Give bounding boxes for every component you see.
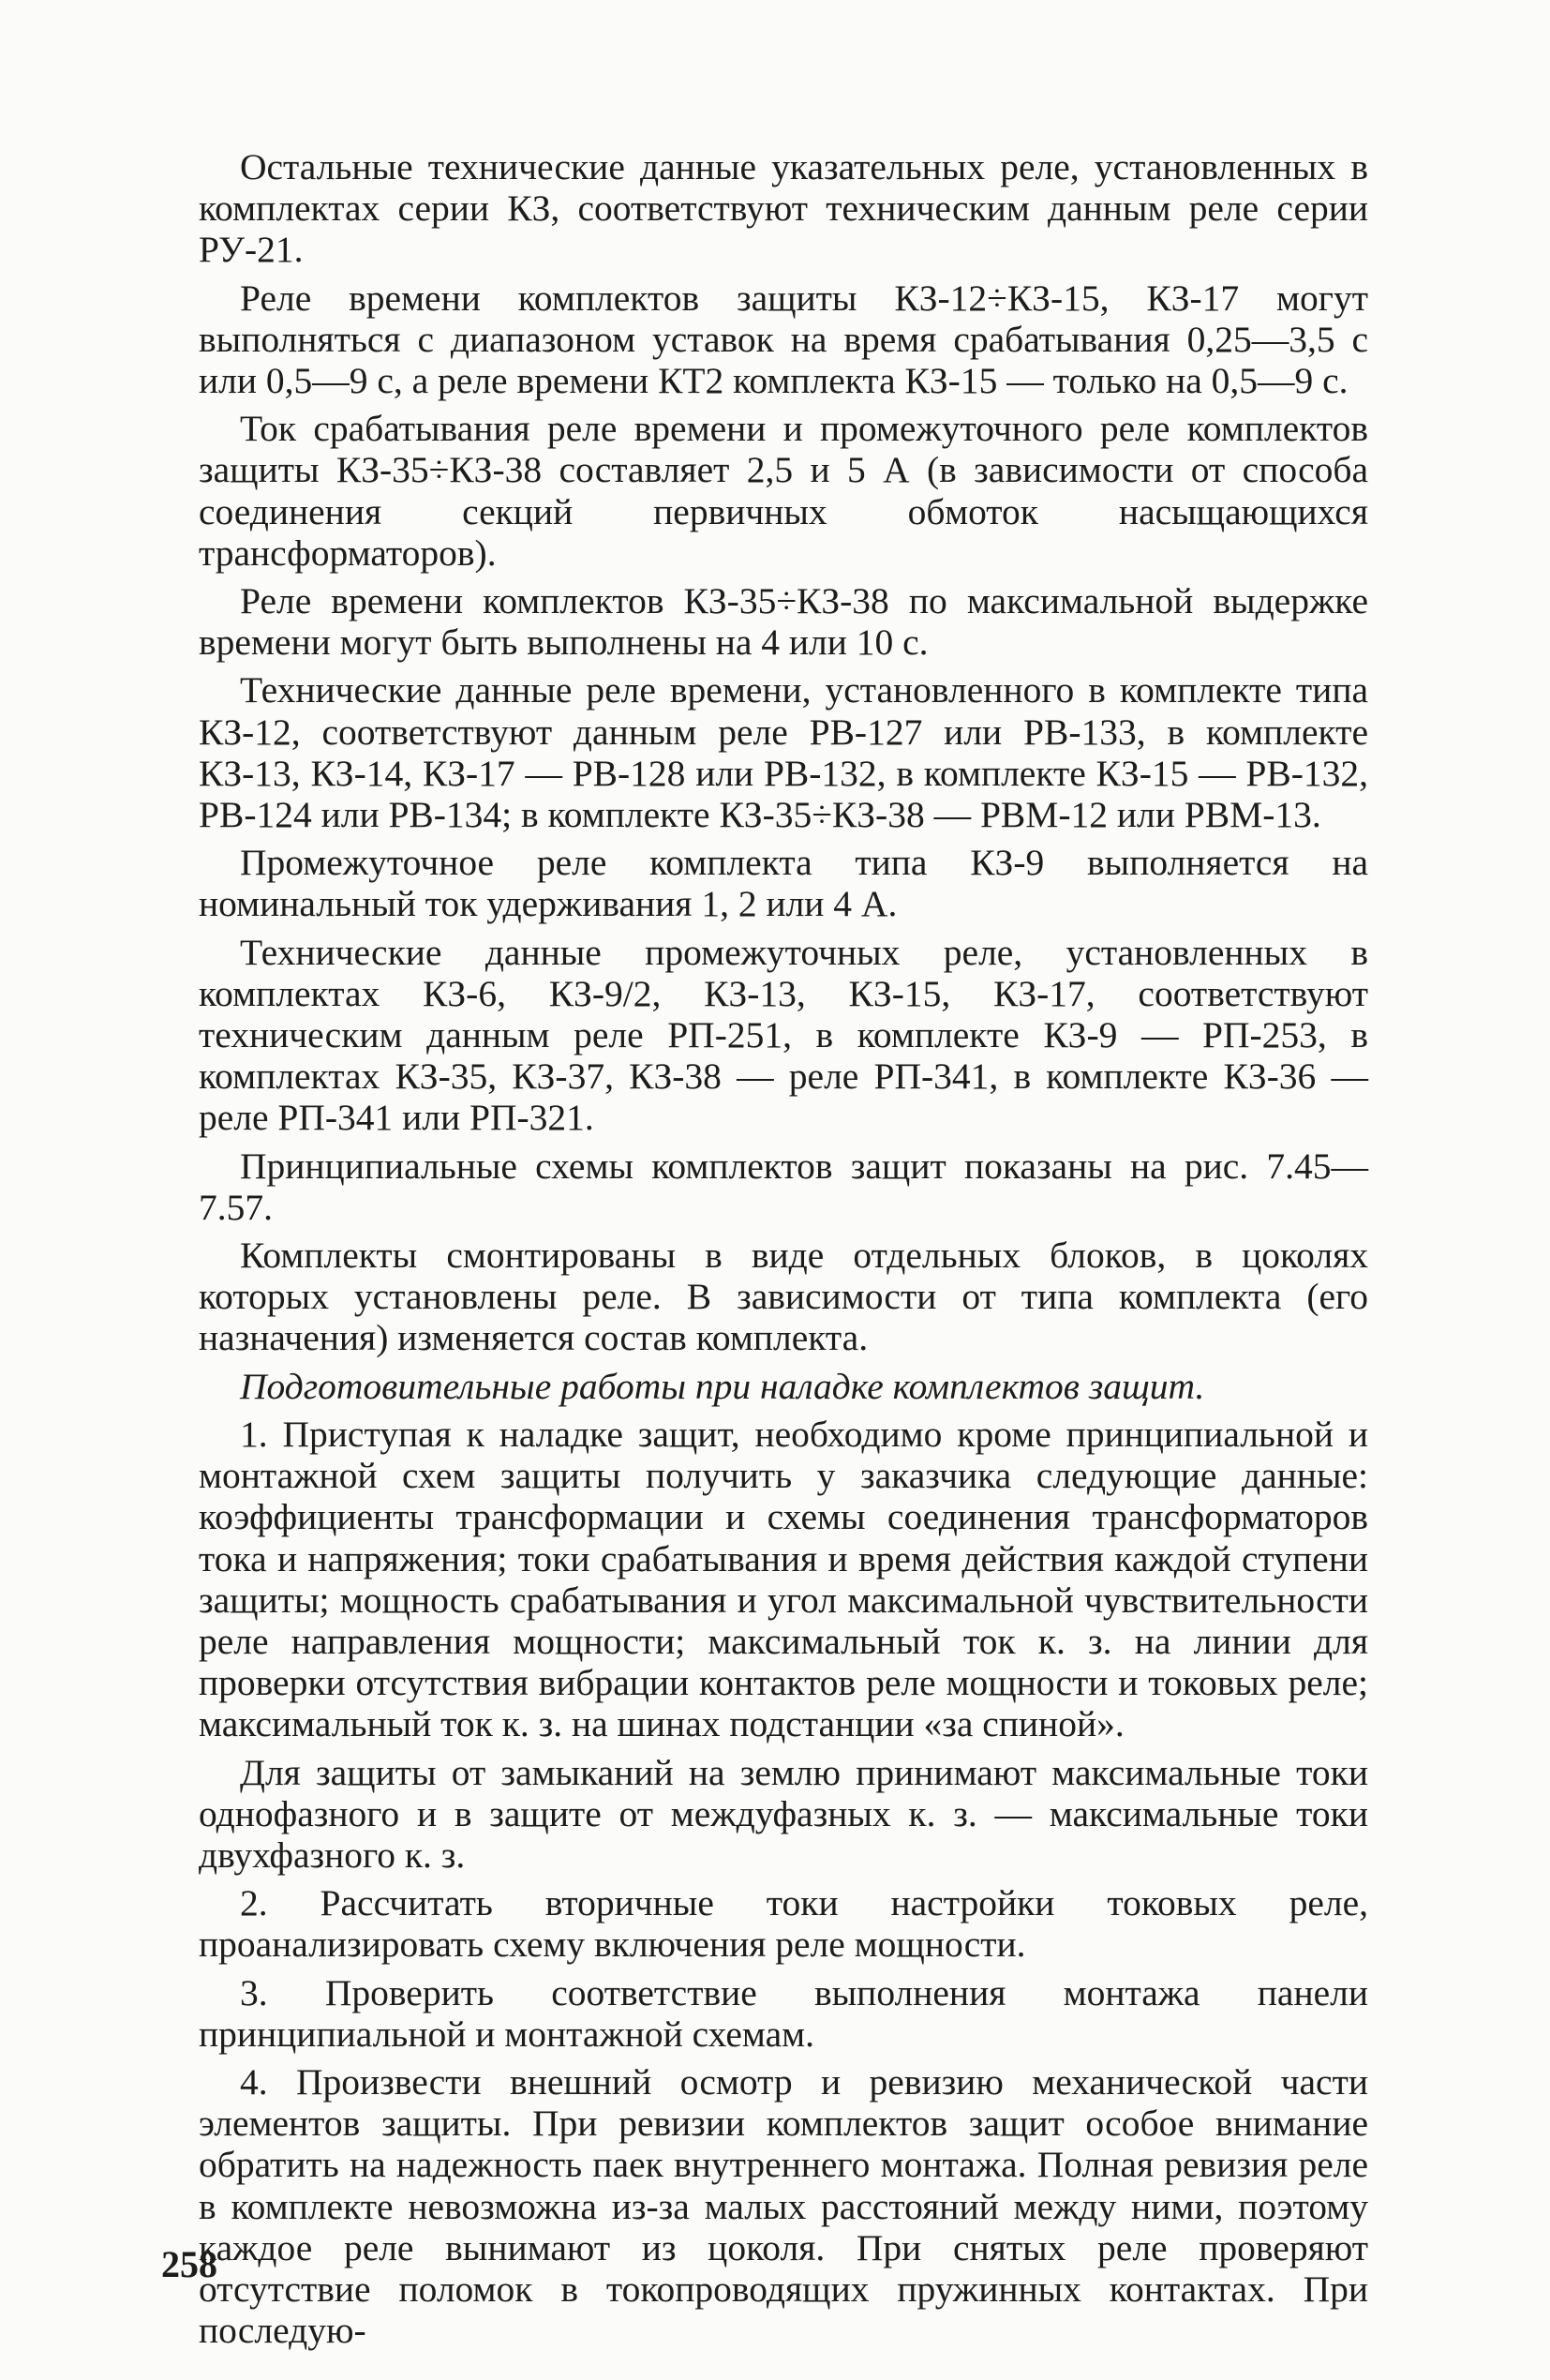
step-paragraph: Для защиты от замыканий на землю принимают максимальные токи однофазного и в защите от междуфазных к. з. — максимальные токи двухфазного к. з. — [199, 1751, 1368, 1876]
section-heading: Подготовительные работы при наладке комплектов защит. — [240, 1365, 1205, 1407]
paragraph: Реле времени комплектов КЗ-35÷КЗ-38 по максимальной выдержке времени могут быть выполнены на 4 или 10 с. — [199, 580, 1368, 664]
paragraph: Промежуточное реле комплекта типа КЗ-9 выполняется на номинальный ток удерживания 1, 2 или 4 А. — [199, 842, 1368, 925]
step-paragraph: 4. Произвести внешний осмотр и ревизию механической части элементов защиты. При ревизии комплектов защит особое внимание обратить на надежность паек внутреннего монтажа. Полная ревизия реле в комплекте невозможна из-за малых расстояний между ними, поэтому каждое реле вынимают из цоколя. При снятых реле проверяют отсутствие поломок в токопроводящих пружинных контактах. При последую- — [199, 2060, 1368, 2352]
page-number: 258 — [161, 2243, 217, 2285]
paragraph: Технические данные промежуточных реле, установленных в комплектах КЗ-6, КЗ-9/2, КЗ-13, КЗ-15, КЗ-17, соответствуют техническим данным реле РП-251, в комплекте КЗ-9 — РП-253, в комплектах КЗ-35, КЗ-37, КЗ-38 — реле РП-341, в комплекте КЗ-36 — реле РП-341 или РП-321. — [199, 931, 1368, 1139]
paragraph: Остальные технические данные указательных реле, установленных в комплектах серии КЗ, соответствуют техническим данным реле серии РУ-21. — [199, 146, 1368, 271]
step-paragraph: 2. Рассчитать вторичные токи настройки токовых реле, проанализировать схему включения реле мощности. — [199, 1882, 1368, 1966]
paragraph: Комплекты смонтированы в виде отдельных блоков, в цоколях которых установлены реле. В зависимости от типа комплекта (его назначения) изменяется состав комплекта. — [199, 1235, 1368, 1359]
step-paragraph: 1. Приступая к наладке защит, необходимо кроме принципиальной и монтажной схем защиты получить у заказчика следующие данные: коэффициенты трансформации и схемы соединения трансформаторов тока и напряжения; токи срабатывания и время действия каждой ступени защиты; мощность срабатывания и угол максимальной чувствительности реле направления мощности; максимальный ток к. з. на линии для проверки отсутствия вибрации контактов реле мощности и токовых реле; максимальный ток к. з. на шинах подстанции «за спиной». — [199, 1413, 1368, 1745]
body-text — [199, 146, 1368, 2358]
paragraph: Принципиальные схемы комплектов защит показаны на рис. 7.45—7.57. — [199, 1145, 1368, 1228]
paragraph: Технические данные реле времени, установленного в комплекте типа КЗ-12, соответствуют данным реле РВ-127 или РВ-133, в комплекте КЗ-13, КЗ-14, КЗ-17 — РВ-128 или РВ-132, в комплекте КЗ-15 — РВ-132, РВ-124 или РВ-134; в комплекте КЗ-35÷КЗ-38 — РВМ-12 или РВМ-13. — [199, 669, 1368, 836]
step-paragraph: 3. Проверить соответствие выполнения монтажа панели принципиальной и монтажной схемам. — [199, 1971, 1368, 2055]
paragraph: Ток срабатывания реле времени и промежуточного реле комплектов защиты КЗ-35÷КЗ-38 составляет 2,5 и 5 А (в зависимости от способа соединения секций первичных обмоток насыщающихся трансформаторов). — [199, 408, 1368, 574]
paragraph: Реле времени комплектов защиты КЗ-12÷КЗ-15, КЗ-17 могут выполняться с диапазоном уставок на время срабатывания 0,25—3,5 с или 0,5—9 с, а реле времени КТ2 комплекта КЗ-15 — только на 0,5—9 с. — [199, 277, 1368, 402]
